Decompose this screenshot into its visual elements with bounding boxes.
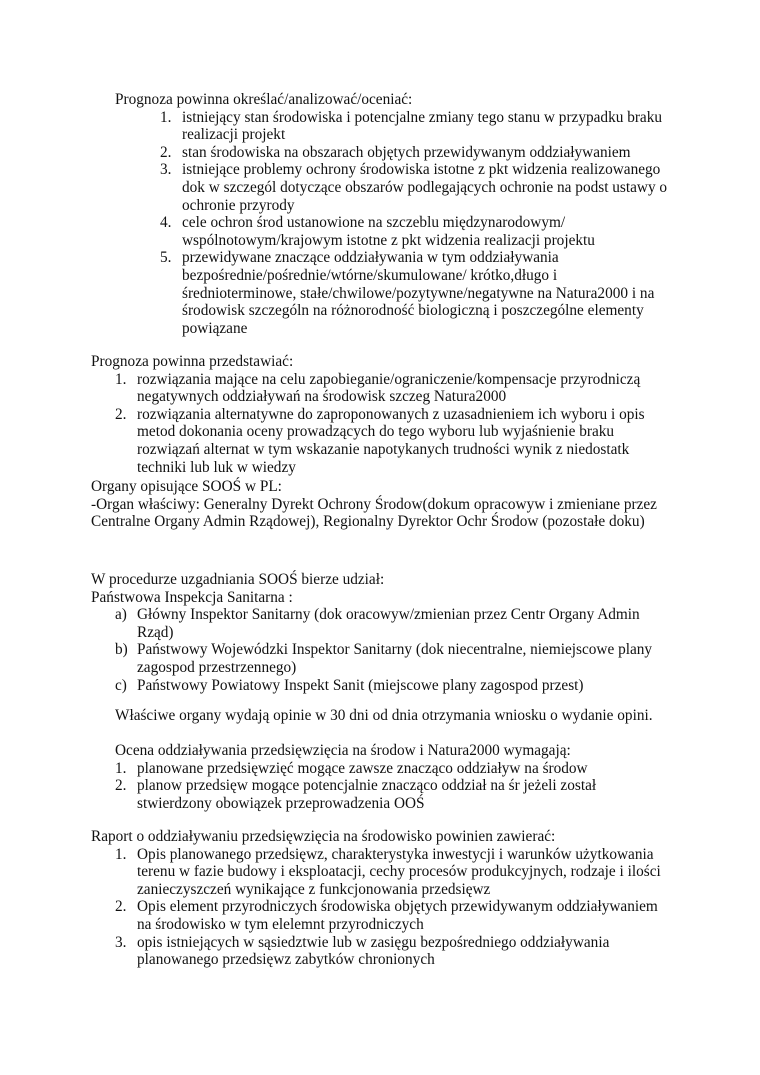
- list-item-text: na środowisko w tym elelemnt przyrodniczych: [137, 915, 424, 933]
- section-heading: Raport o oddziaływaniu przedsięwzięcia na środowisko powinien zawierać:: [91, 828, 556, 845]
- list-item-text: realizacji projekt: [182, 126, 286, 144]
- list-item-text: Opis planowanego przedsięwz, charakterystyka inwestycji i warunków użytkowania: [137, 845, 654, 863]
- list-marker: 2.: [160, 143, 172, 161]
- list-item-text: stan środowiska na obszarach objętych przewidywanym oddziaływaniem: [182, 143, 631, 161]
- paragraph-line: Państwowa Inspekcja Sanitarna :: [91, 588, 293, 606]
- list-item-text: powiązane: [182, 319, 248, 337]
- list-marker: 2.: [115, 777, 127, 795]
- list-item: [91, 371, 645, 406]
- list-item-text: planowane przedsięwzięć mogące zawsze znacząco oddziaływ na środow: [137, 759, 588, 777]
- list-item-text: istniejący stan środowiska i potencjalne zmiany tego stanu w przypadku braku: [182, 108, 663, 126]
- list-item-text: opis istniejących w sąsiedztwie lub w zasięgu bezpośredniego oddziaływania: [137, 933, 610, 951]
- list-item-text: stwierdzony obowiązek przeprowadzenia OOŚ: [137, 794, 425, 812]
- list-item-text: metod dokonania oceny prowadzących do tego wyboru lub wyjaśnienie braku: [137, 423, 615, 441]
- list-item-text: wspólnotowym/krajowym istotne z pkt widzenia realizacji projektu: [182, 231, 595, 249]
- list-item-text: zanieczyszczeń wynikające z funkcjonowania przedsięwz: [137, 880, 491, 898]
- section-prognoza-okreslac: [115, 91, 667, 337]
- section-heading: Właściwe organy wydają opinie w 30 dni od dnia otrzymania wniosku o wydanie opini.: [115, 707, 653, 724]
- list-item-text: negatywnych oddziaływań na środowisk szczeg Natura2000: [137, 388, 507, 406]
- list-item: [91, 406, 645, 476]
- section-heading: Prognoza powinna przedstawiać:: [91, 353, 294, 370]
- list-item-text: cele ochron środ ustanowione na szczeblu międzynarodowym/: [182, 214, 566, 232]
- list-item-text: dok w szczegól dotyczące obszarów podlegających ochronie na podst ustawy o: [182, 178, 668, 196]
- list-item: [115, 161, 667, 214]
- list-marker: 1.: [115, 845, 127, 863]
- list-item: [91, 606, 652, 641]
- list-item-text: zagospod przestrzennego): [137, 658, 297, 676]
- list-marker: 4.: [160, 214, 172, 232]
- paragraph-line: -Organ właściwy: Generalny Dyrekt Ochrony Środow(dokum opracowyw i zmieniane przez: [91, 495, 657, 513]
- list-item-text: przewidywane znaczące oddziaływania w tym oddziaływania: [182, 249, 559, 267]
- section-prognoza-przedstawiac: [91, 353, 645, 476]
- list-item: [91, 641, 652, 676]
- list-item-text: techniki lub luk w wiedzy: [137, 458, 296, 476]
- list-marker: 2.: [115, 898, 127, 916]
- list-marker: 1.: [115, 759, 127, 777]
- list-item: [115, 144, 667, 162]
- list-item: [91, 846, 661, 899]
- list-item-text: istniejące problemy ochrony środowiska istotne z pkt widzenia realizowanego: [182, 161, 661, 179]
- list-item: [115, 760, 596, 778]
- list-marker: 3.: [160, 161, 172, 179]
- list-item-text: średnioterminowe, stałe/chwilowe/pozytywne/negatywne na Natura2000 i na: [182, 284, 655, 302]
- section-heading: W procedurze uzgadniania SOOŚ bierze udział:: [91, 571, 385, 588]
- list-item-text: Rząd): [137, 623, 174, 641]
- list-item: [115, 214, 667, 249]
- list-marker: 5.: [160, 249, 172, 267]
- list-marker: a): [115, 606, 127, 624]
- section-opinie: [115, 707, 653, 725]
- list-marker: 1.: [160, 108, 172, 126]
- section-heading: Ocena oddziaływania przedsięwzięcia na środow i Natura2000 wymagają:: [115, 742, 571, 759]
- list-item-text: ochronie przyrody: [182, 196, 295, 214]
- list-item: [115, 777, 596, 812]
- section-ocena-oddzialywania: [115, 742, 596, 812]
- list-item: [115, 249, 667, 337]
- list-marker: 1.: [115, 370, 127, 388]
- list-item-text: rozwiązania alternatywne do zaproponowanych z uzasadnieniem ich wyboru i opis: [137, 405, 645, 423]
- list-marker: c): [115, 676, 127, 694]
- list-marker: b): [115, 641, 128, 659]
- list-item-text: planowanego przedsięwz zabytków chronionych: [137, 951, 435, 969]
- list-item-text: planow przedsięw mogące potencjalnie znacząco oddział na śr jeżeli został: [137, 777, 597, 795]
- list-marker: 3.: [115, 933, 127, 951]
- list-item-text: bezpośrednie/pośrednie/wtórne/skumulowane/ krótko,długo i: [182, 266, 558, 284]
- list-item-text: rozwiązania mające na celu zapobieganie/ograniczenie/kompensacje przyrodniczą: [137, 370, 641, 388]
- section-heading: Prognoza powinna określać/analizować/oceniać:: [115, 91, 413, 108]
- section-raport: [91, 828, 661, 969]
- list-marker: 2.: [115, 405, 127, 423]
- list-item-text: Główny Inspektor Sanitarny (dok oracowyw/zmienian przez Centr Organy Admin: [137, 606, 640, 624]
- list-item-text: Państwowy Wojewódzki Inspektor Sanitarny (dok niecentralne, niemiejscowe plany: [137, 641, 653, 659]
- list-item-text: Opis element przyrodniczych środowiska objętych przewidywanym oddziaływaniem: [137, 898, 658, 916]
- list-item: [91, 898, 661, 933]
- section-heading: Organy opisujące SOOŚ w PL:: [91, 478, 282, 495]
- section-organy-opisujace: [91, 478, 657, 531]
- paragraph-line: Centralne Organy Admin Rządowej), Regionalny Dyrektor Ochr Środow (pozostałe doku): [91, 513, 645, 531]
- list-item-text: Państwowy Powiatowy Inspekt Sanit (miejscowe plany zagospod przest): [137, 676, 584, 694]
- list-item: [115, 109, 667, 144]
- list-item: [91, 677, 652, 695]
- list-item-text: terenu w fazie budowy i eksploatacji, cechy procesów produkcyjnych, rodzaje i ilości: [137, 863, 661, 881]
- list-item-text: środowisk szczególn na różnorodność biologiczną i poszczególne elementy: [182, 302, 644, 320]
- section-procedura-uzgadniania: [91, 571, 652, 694]
- list-item-text: rozwiązań alternat w tym wskazanie napotykanych trudności wynik z niedostatk: [137, 440, 630, 458]
- list-item: [91, 934, 661, 969]
